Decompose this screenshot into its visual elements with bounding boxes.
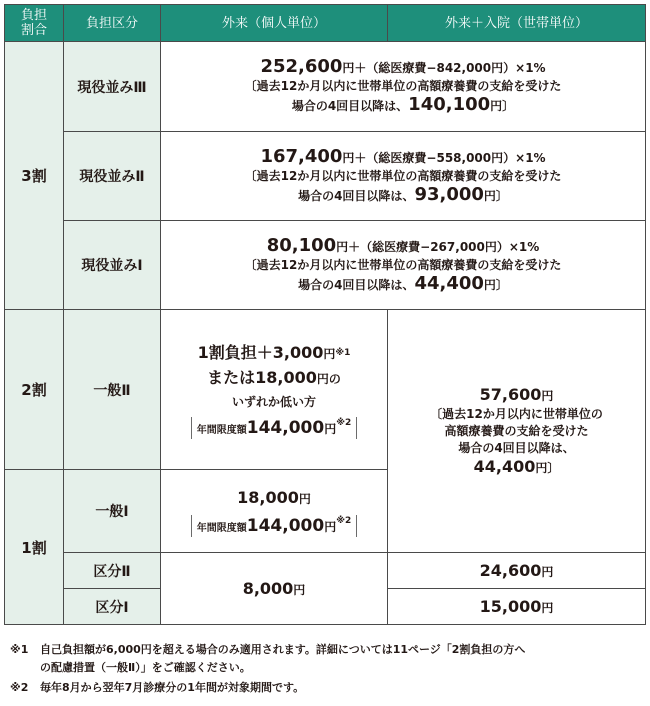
division-genekinami-1: 現役並みⅠ [64, 221, 161, 310]
footnote-ref: ※2 [336, 515, 352, 526]
amount: 24,600 [479, 561, 542, 580]
unit: 円〕 [490, 99, 515, 113]
unit: 円 [324, 421, 337, 436]
footnote-1 [10, 640, 640, 660]
amount: 93,000 [414, 183, 484, 205]
outpatient-cell [161, 310, 388, 470]
header-ratio: 負担 割合 [5, 5, 64, 42]
formula: 円＋（総医療費−558,000円）×1% [342, 150, 546, 165]
footnote-text: 毎年8月から翌年7月診療分の1年間が対象期間です。 [40, 681, 305, 694]
condition-text: 場合の4回目以降は、 [291, 99, 409, 113]
amount: 167,400 [260, 145, 343, 167]
combined-cell [388, 310, 646, 553]
limit-cell [161, 42, 646, 132]
combined-cell [388, 589, 646, 625]
unit: 円〕 [535, 460, 560, 475]
ratio-2: 2割 [5, 310, 64, 470]
formula: 円＋（総医療費−267,000円）×1% [336, 239, 540, 254]
footnote-2 [10, 678, 640, 698]
header-outpatient: 外来（個人単位） [161, 5, 388, 42]
header-division: 負担区分 [64, 5, 161, 42]
amount: 80,100 [266, 234, 337, 256]
table-row [5, 42, 646, 132]
condition-text: 場合の4回目以降は、 [298, 277, 415, 292]
division-kubun-2: 区分Ⅱ [64, 553, 161, 589]
amount: 57,600 [479, 384, 542, 404]
condition-text: 場合の4回目以降は、 [458, 440, 575, 455]
division-genekinami-2: 現役並みⅡ [64, 132, 161, 221]
division-ippan-1: 一般Ⅰ [64, 470, 161, 553]
header-row [5, 5, 646, 42]
amount: 140,100 [408, 94, 491, 115]
outpatient-cell [161, 470, 388, 553]
unit: 円 [324, 519, 337, 534]
amount: 44,400 [414, 272, 484, 294]
ratio-3: 3割 [5, 42, 64, 310]
amount: 1割負担＋3,000 [197, 342, 324, 362]
limit-cell [161, 132, 646, 221]
box-label: 年間限度額 [196, 522, 247, 534]
condition-text: 〔過去12か月以内に世帯単位の高額療養費の支給を受けた [244, 79, 562, 93]
condition-text: 〔過去12か月以内に世帯単位の [430, 406, 603, 421]
annual-limit-box [191, 515, 357, 537]
footnote-text: 自己負担額が6,000円を超える場合のみ適用されます。詳細については11ページ「2割負担の方へ [40, 643, 526, 656]
unit: 円 [541, 601, 554, 615]
table-row [5, 553, 646, 589]
division-kubun-1: 区分Ⅰ [64, 589, 161, 625]
unit: 円 [298, 491, 311, 506]
unit: 円 [323, 346, 336, 361]
header-combined: 外来＋入院（世帯単位） [388, 5, 646, 42]
footnote-ref: ※2 [336, 417, 352, 428]
annual-limit-box [191, 417, 357, 439]
amount: 15,000 [479, 597, 542, 616]
footnote-mark: ※1 [10, 643, 29, 656]
unit: 円〕 [483, 277, 508, 292]
copay-limit-table [4, 4, 646, 625]
amount: または18,000 [207, 367, 317, 387]
amount: 44,400 [473, 456, 536, 476]
unit: 円 [541, 565, 554, 579]
outpatient-cell [161, 553, 388, 625]
formula: 円＋（総医療費−842,000円）×1% [342, 61, 546, 75]
amount: 8,000 [242, 579, 294, 598]
condition-text: 〔過去12か月以内に世帯単位の高額療養費の支給を受けた [244, 257, 562, 272]
footnotes [10, 640, 640, 698]
unit: 円の [316, 371, 341, 386]
amount: 144,000 [246, 515, 325, 536]
amount: 18,000 [237, 487, 299, 507]
unit: 円 [541, 388, 554, 403]
condition-text: いずれか低い方 [231, 394, 316, 409]
table-row [5, 221, 646, 310]
amount: 144,000 [246, 417, 325, 438]
table-row [5, 310, 646, 470]
unit: 円〕 [483, 188, 508, 203]
footnote-ref: ※1 [335, 347, 351, 358]
amount: 252,600 [260, 56, 343, 77]
condition-text: 場合の4回目以降は、 [298, 188, 415, 203]
ratio-1: 1割 [5, 470, 64, 625]
division-ippan-2: 一般Ⅱ [64, 310, 161, 470]
footnote-mark: ※2 [10, 681, 29, 694]
combined-cell [388, 553, 646, 589]
division-genekinami-3: 現役並みⅢ [64, 42, 161, 132]
box-label: 年間限度額 [196, 424, 247, 436]
condition-text: 高額療養費の支給を受けた [444, 423, 589, 438]
footnote-text: の配慮措置（一般Ⅱ）」をご確認ください。 [40, 661, 251, 674]
unit: 円 [293, 583, 306, 597]
table-row [5, 132, 646, 221]
limit-cell [161, 221, 646, 310]
condition-text: 〔過去12か月以内に世帯単位の高額療養費の支給を受けた [244, 168, 562, 183]
